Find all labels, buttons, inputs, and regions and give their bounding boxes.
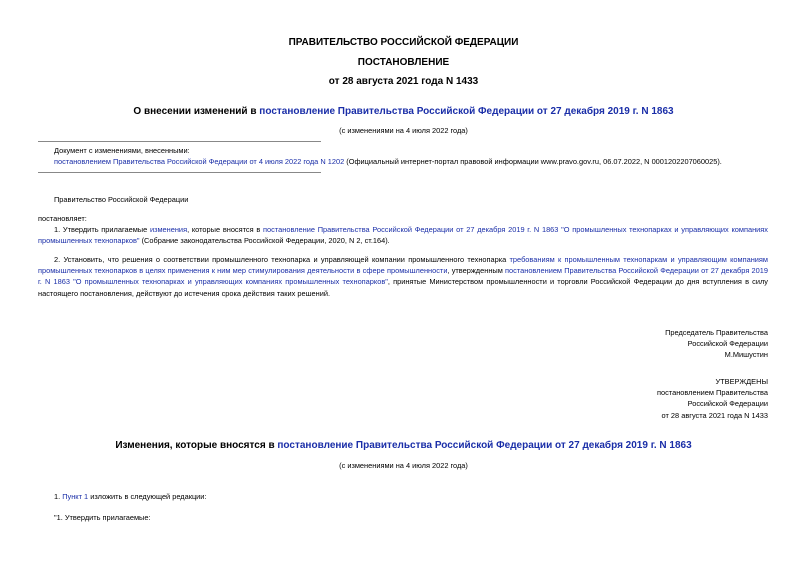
government-heading: ПРАВИТЕЛЬСТВО РОССИЙСКОЙ ФЕДЕРАЦИИ bbox=[288, 37, 519, 48]
divider-bottom bbox=[38, 172, 321, 173]
changes-intro: Документ с изменениями, внесенными: bbox=[54, 146, 190, 155]
approved-heading: УТВЕРЖДЕНЫ bbox=[715, 377, 768, 386]
p2-text-b: , утвержденным bbox=[447, 266, 506, 276]
item-1-text: изложить в следующей редакции: bbox=[88, 492, 207, 501]
document-date-number: от 28 августа 2021 года N 1433 bbox=[328, 76, 479, 87]
p2-text-a: 2. Установить, что решения о соответствии промышленного технопарка и управляющей компании промышленного технопарка bbox=[54, 255, 510, 264]
changes-source-rest: (Официальный интернет-портал правовой информации www.pravo.gov.ru, 06.07.2022, N 0001202207060025). bbox=[344, 157, 722, 166]
p2-text-c: , принятые Министерством промышленности и торговли Российской Федерации до дня вступления в силу настоящего постановления, действуют до истечения срока действия таких решений. bbox=[38, 277, 768, 298]
changes-link[interactable]: постановлением Правительства Российской Федерации от 4 июля 2022 года N 1202 bbox=[54, 157, 345, 166]
approved-org: Российской Федерации bbox=[687, 399, 768, 409]
paragraph-2 bbox=[38, 254, 768, 299]
approved-block bbox=[657, 376, 768, 421]
changes-amendment-note: (с изменениями на 4 июля 2022 года) bbox=[339, 461, 468, 470]
changes-heading-prefix: Изменения, которые вносятся в bbox=[115, 440, 278, 451]
resolves-line: постановляет: bbox=[38, 214, 87, 223]
title-prefix: О внесении изменений в bbox=[133, 106, 260, 117]
signature-block bbox=[665, 327, 768, 361]
p2-link-resolution[interactable]: постановлением Правительства Российской Федерации от 27 декабря 2019 г. N 1863 "О промышленных технопарках и управляющих компаниях промышленных технопарков" bbox=[38, 266, 768, 287]
changes-source bbox=[54, 156, 774, 167]
signature-org: Российской Федерации bbox=[687, 339, 768, 349]
amendment-note: (с изменениями на 4 июля 2022 года) bbox=[339, 126, 468, 135]
document-type: ПОСТАНОВЛЕНИЕ bbox=[357, 57, 450, 68]
paragraph-1 bbox=[38, 224, 768, 246]
p1-link-changes[interactable]: изменения bbox=[149, 225, 188, 234]
approved-by: постановлением Правительства bbox=[657, 388, 768, 398]
p2-link-requirements[interactable]: требованиям к промышленным технопаркам и управляющим компаниям промышленных технопарков в целях применения к ним мер стимулирования деятельности в сфере промышленности bbox=[38, 255, 768, 276]
item-1-link[interactable]: Пункт 1 bbox=[62, 492, 89, 501]
approved-date: от 28 августа 2021 года N 1433 bbox=[661, 410, 768, 420]
p1-text-c: (Собрание законодательства Российской Федерации, 2020, N 2, ст.164). bbox=[139, 236, 390, 246]
changes-heading-link[interactable]: постановление Правительства Российской Федерации от 27 декабря 2019 г. N 1863 bbox=[277, 440, 692, 451]
p1-text-b: , которые вносятся в bbox=[187, 225, 264, 234]
quoted-item: "1. Утвердить прилагаемые: bbox=[54, 513, 151, 522]
document-title bbox=[0, 106, 807, 117]
item-1 bbox=[54, 491, 207, 502]
title-link[interactable]: постановление Правительства Российской Федерации от 27 декабря 2019 г. N 1863 bbox=[259, 106, 674, 117]
divider-top bbox=[38, 141, 321, 142]
government-line: Правительство Российской Федерации bbox=[54, 195, 189, 204]
p1-link-resolution[interactable]: постановление Правительства Российской Федерации от 27 декабря 2019 г. N 1863 "О промышленных технопарках и управляющих компаниях промышленных технопарков" bbox=[38, 225, 768, 246]
changes-heading bbox=[0, 440, 807, 451]
signature-name: М.Мишустин bbox=[724, 350, 768, 360]
p1-text-a: 1. Утвердить прилагаемые bbox=[54, 225, 150, 234]
signature-title: Председатель Правительства bbox=[665, 328, 768, 337]
item-1-number: 1. bbox=[54, 492, 63, 501]
